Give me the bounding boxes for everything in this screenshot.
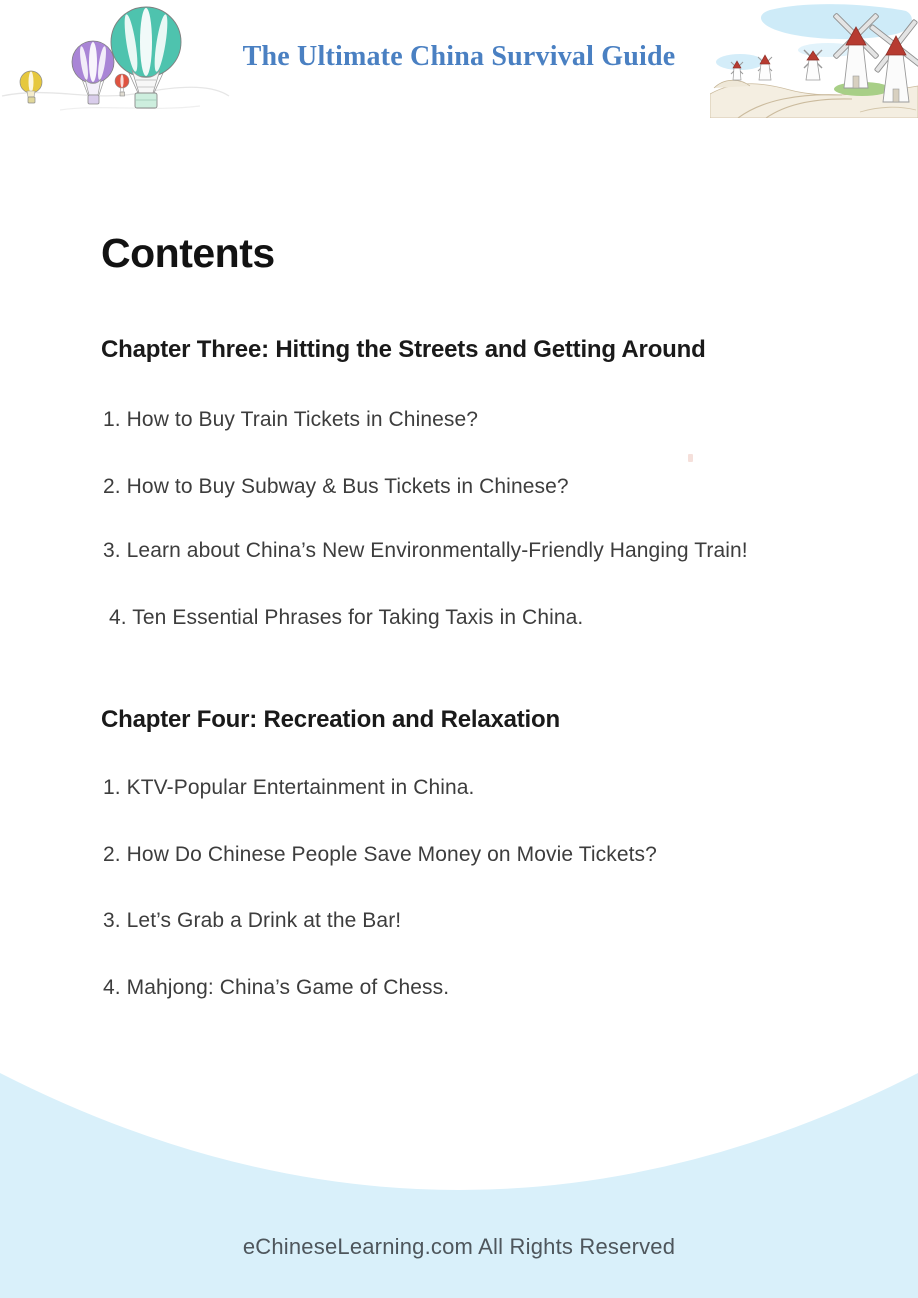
toc-item-ch3-4: 4. Ten Essential Phrases for Taking Taxis in China.	[109, 606, 584, 629]
toc-item-ch4-2: 2. How Do Chinese People Save Money on Movie Tickets?	[103, 843, 657, 866]
page-artifact-speck	[688, 454, 693, 462]
contents-page-title: Contents	[101, 230, 275, 276]
toc-item-ch3-3: 3. Learn about China’s New Environmentally-Friendly Hanging Train!	[103, 539, 748, 562]
copyright-text: eChineseLearning.com All Rights Reserved	[242, 1234, 676, 1259]
toc-item-ch4-4: 4. Mahjong: China’s Game of Chess.	[103, 976, 450, 999]
chapter-three-heading: Chapter Three: Hitting the Streets and Getting Around	[101, 336, 706, 363]
toc-item-ch4-3: 3. Let’s Grab a Drink at the Bar!	[103, 909, 402, 932]
footer-curve-background	[0, 1063, 918, 1298]
toc-item-ch3-2: 2. How to Buy Subway & Bus Tickets in Chinese?	[103, 475, 569, 498]
document-title: The Ultimate China Survival Guide	[242, 41, 676, 72]
page-footer	[0, 1063, 918, 1298]
toc-item-ch4-1: 1. KTV-Popular Entertainment in China.	[103, 776, 475, 799]
chapter-four-heading: Chapter Four: Recreation and Relaxation	[101, 706, 560, 733]
toc-item-ch3-1: 1. How to Buy Train Tickets in Chinese?	[103, 408, 479, 431]
windmill-landscape-icon	[710, 0, 918, 123]
